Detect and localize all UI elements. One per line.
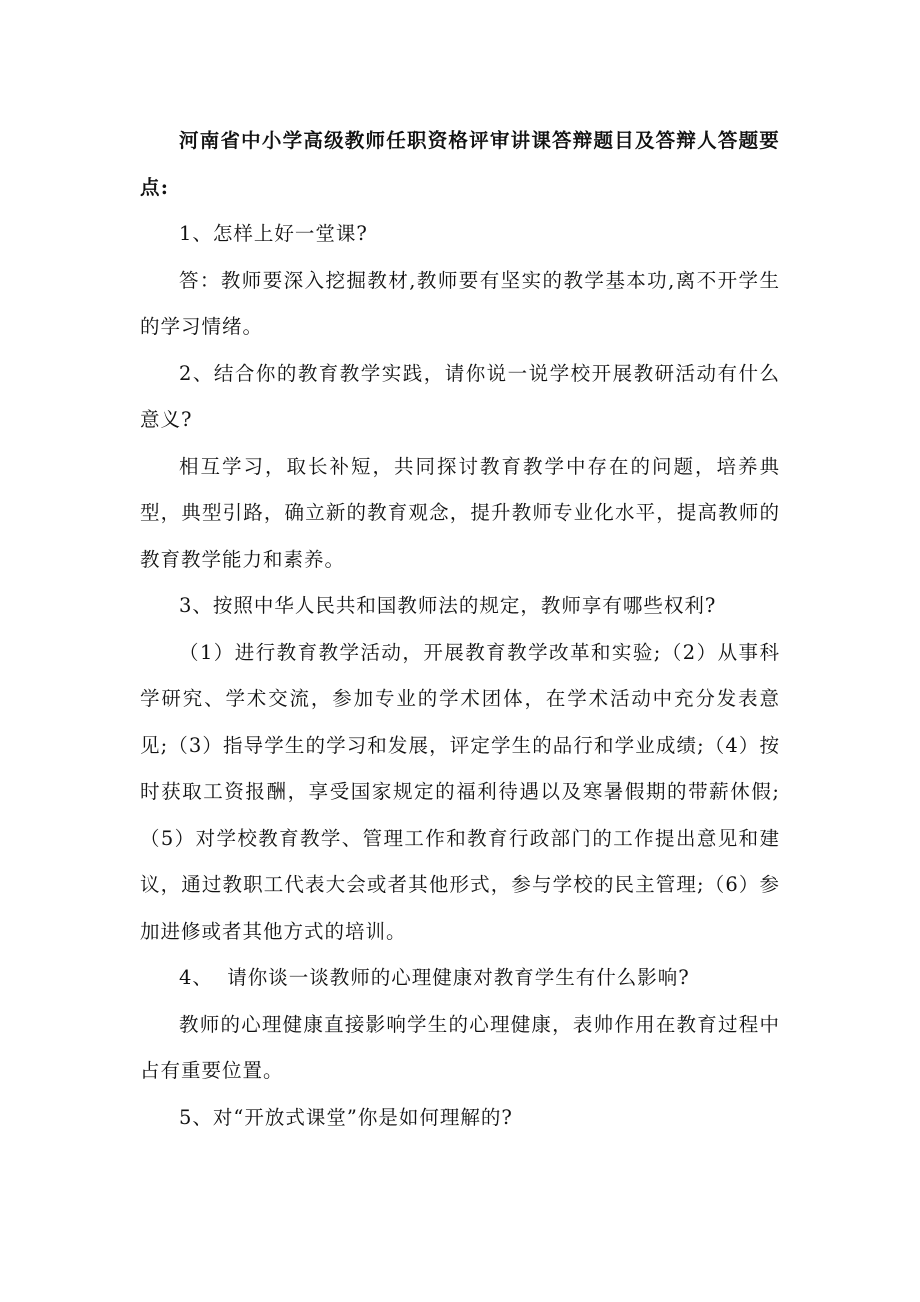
answer-3: （1）进行教育教学活动，开展教育教学改革和实验;（2）从事科学研究、学术交流，参加专业的学术团体，在学术活动中充分发表意见;（3）指导学生的学习和发展，评定学生的品行和学业成绩;（4）按时获取工资报酬，享受国家规定的福利待遇以及寒暑假期的带薪休假; （5）对学校教育教学、管理工作和教育行政部门的工作提出意见和建议，通过教职工代表大会或者其他形式，参与学校的民主管理;（6）参加进修或者其他方式的培训。	[140, 640, 780, 943]
document-body	[140, 118, 780, 1141]
answer-4: 教师的心理健康直接影响学生的心理健康，表帅作用在教育过程中占有重要位置。	[140, 1012, 780, 1082]
answer-2: 相互学习，取长补短，共同探讨教育教学中存在的问题，培养典型，典型引路，确立新的教育观念，提升教师专业化水平，提高教师的教育教学能力和素养。	[140, 454, 780, 571]
question-2: 2、结合你的教育教学实践，请你说一说学校开展教研活动有什么意义?	[140, 361, 780, 431]
question-3: 3、按照中华人民共和国教师法的规定，教师享有哪些权利?	[179, 594, 717, 617]
question-4: 4、 请你谈一谈教师的心理健康对教育学生有什么影响?	[179, 966, 690, 989]
answer-1: 答：教师要深入挖掘教材,教师要有坚实的教学基本功,离不开学生的学习情绪。	[140, 268, 780, 338]
question-5: 5、对“开放式课堂”你是如何理解的?	[179, 1105, 513, 1129]
question-1: 1、怎样上好一堂课?	[179, 222, 368, 245]
document-title: 河南省中小学高级教师任职资格评审讲课答辩题目及答辩人答题要点:	[140, 129, 780, 199]
